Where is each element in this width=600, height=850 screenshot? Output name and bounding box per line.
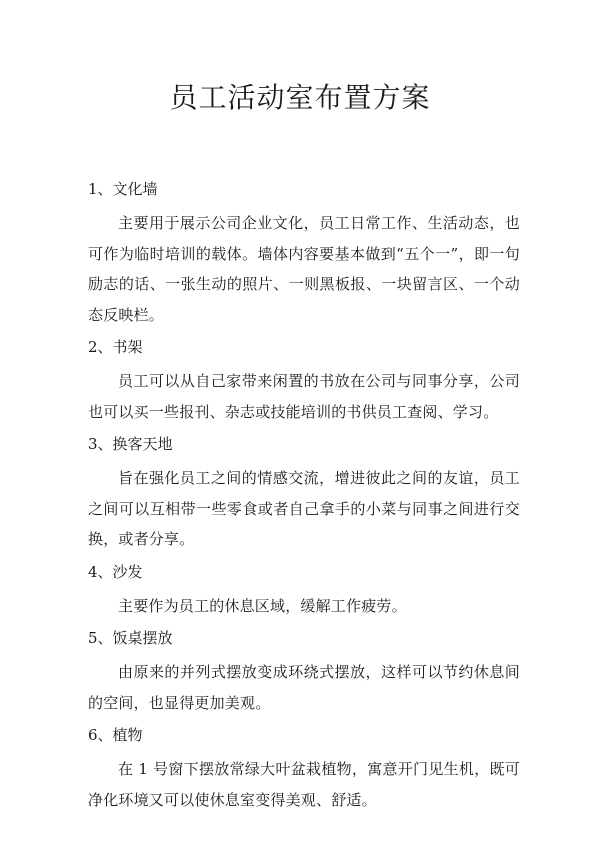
section-heading: 6、植物 <box>88 726 143 744</box>
document-body <box>88 178 520 821</box>
section-paragraph: 在 1 号窗下摆放常绿大叶盆栽植物，寓意开门见生机，既可净化环境又可以使休息室变得美观、舒适。 <box>88 760 520 809</box>
section-heading: 5、饭桌摆放 <box>88 629 173 647</box>
section-culture-wall <box>88 178 520 330</box>
section-plants <box>88 724 520 815</box>
section-paragraph: 员工可以从自己家带来闲置的书放在公司与同事分享，公司也可以买一些报刊、杂志或技能培训的书供员工查阅、学习。 <box>88 372 520 421</box>
section-heading: 2、书架 <box>88 338 143 356</box>
section-paragraph: 旨在强化员工之间的情感交流，增进彼此之间的友谊，员工之间可以互相带一些零食或者自己拿手的小菜与同事之间进行交换，或者分享。 <box>88 469 520 548</box>
section-heading: 1、文化墙 <box>88 180 158 198</box>
section-bookshelf <box>88 336 520 427</box>
section-paragraph: 主要用于展示公司企业文化，员工日常工作、生活动态，也可作为临时培训的载体。墙体内容要基本做到“五个一”，即一句励志的话、一张生动的照片、一则黑板报、一块留言区、一个动态反映栏。 <box>88 214 520 324</box>
section-paragraph: 主要作为员工的休息区域，缓解工作疲劳。 <box>118 596 407 615</box>
section-heading: 4、沙发 <box>88 562 143 581</box>
section-paragraph: 由原来的并列式摆放变成环绕式摆放，这样可以节约休息间的空间，也显得更加美观。 <box>88 663 520 712</box>
section-dining-table <box>88 627 520 718</box>
section-heading: 3、换客天地 <box>88 435 173 453</box>
section-exchange-corner <box>88 433 520 555</box>
section-sofa <box>88 561 520 622</box>
page-title: 员工活动室布置方案 <box>169 81 431 114</box>
